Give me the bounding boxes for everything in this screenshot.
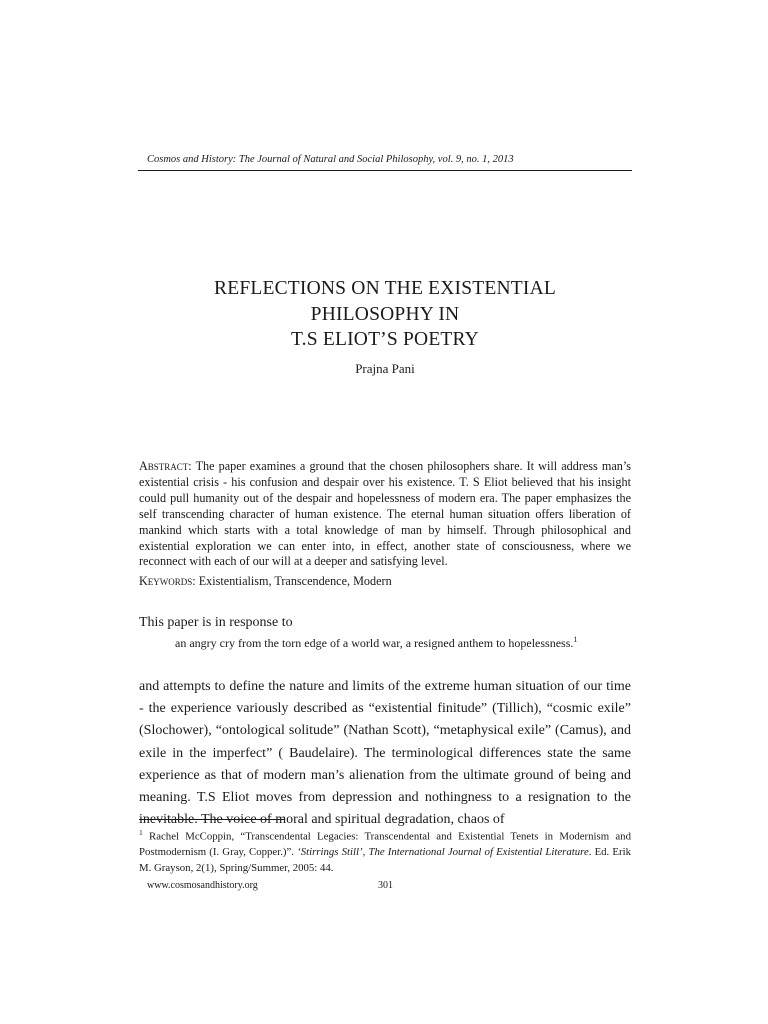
keywords-label: Keywords: (139, 574, 196, 588)
footnote-text-end: . Ed. Erik M. Grayson, 2(1), Spring/Summer, 2005: 44. (139, 846, 631, 875)
footnote-marker: 1 (139, 828, 143, 837)
title-line-2: PHILOSOPHY IN (310, 303, 460, 325)
body-paragraph: and attempts to define the nature and limits of the extreme human situation of our time - the experience variously described as “existential finitude” (Tillich), “cosmic exile” (Slochower), “ontological solitude” (Nathan Scott), “metaphysical exile” (Camus), and exile in the imperfect” ( Baudelaire). The terminological differences state the same experience as that of modern man’s alienation from the ultimate ground of being and meaning. T.S Eliot moves from depression and nothingness to a resignation to the inevitable. The voice of moral and spiritual degradation, chaos of (139, 679, 631, 828)
title-line-3: T.S ELIOT’S POETRY (291, 329, 479, 350)
footer-website-link[interactable]: www.cosmosandhistory.org (147, 880, 258, 891)
article-title (138, 276, 632, 353)
abstract (139, 459, 631, 570)
page-number: 301 (378, 880, 393, 891)
footnote-text-start: Rachel McCoppin, “Transcendental Legacies: Transcendental and Existential Tenets in Modernism and Postmodernism (I. Gray, Copper.)”. (139, 830, 631, 859)
footnote (139, 825, 631, 877)
abstract-text: The paper examines a ground that the chosen philosophers share. It will address man’s existential crisis - his confusion and despair over his existence. T. S Eliot believed that his insight could pull humanity out of the despair and hopelessness of modern era. The paper emphasizes the self transcending character of human existence. The eternal human situation offers liberation of mankind which starts with a total knowledge of man by himself. Through philosophical and existential exploration we can enter into, in effect, another state of consciousness, where we reconnect with each of our will at a deeper and satisfying level. (139, 459, 631, 569)
keywords (139, 573, 631, 589)
block-quote (175, 635, 595, 653)
title-line-1: REFLECTIONS ON THE EXISTENTIAL (214, 278, 556, 299)
quote-text: an angry cry from the torn edge of a world war, a resigned anthem to hopelessness. (175, 636, 574, 650)
footnote-reference[interactable]: 1 (573, 635, 578, 644)
running-header: Cosmos and History: The Journal of Natural and Social Philosophy, vol. 9, no. 1, 2013 (147, 154, 514, 165)
author-name: Prajna Pani (355, 361, 415, 376)
abstract-label: Abstract: (139, 459, 192, 473)
footnote-italic-title-1: ‘Stirrings Still’, (297, 846, 369, 859)
header-rule (138, 170, 632, 171)
intro-line: This paper is in response to (139, 615, 293, 630)
footnote-rule (139, 819, 285, 820)
footnote-italic-title-2: The International Journal of Existential Literature (368, 846, 589, 859)
keywords-text: Existentialism, Transcendence, Modern (198, 574, 392, 588)
